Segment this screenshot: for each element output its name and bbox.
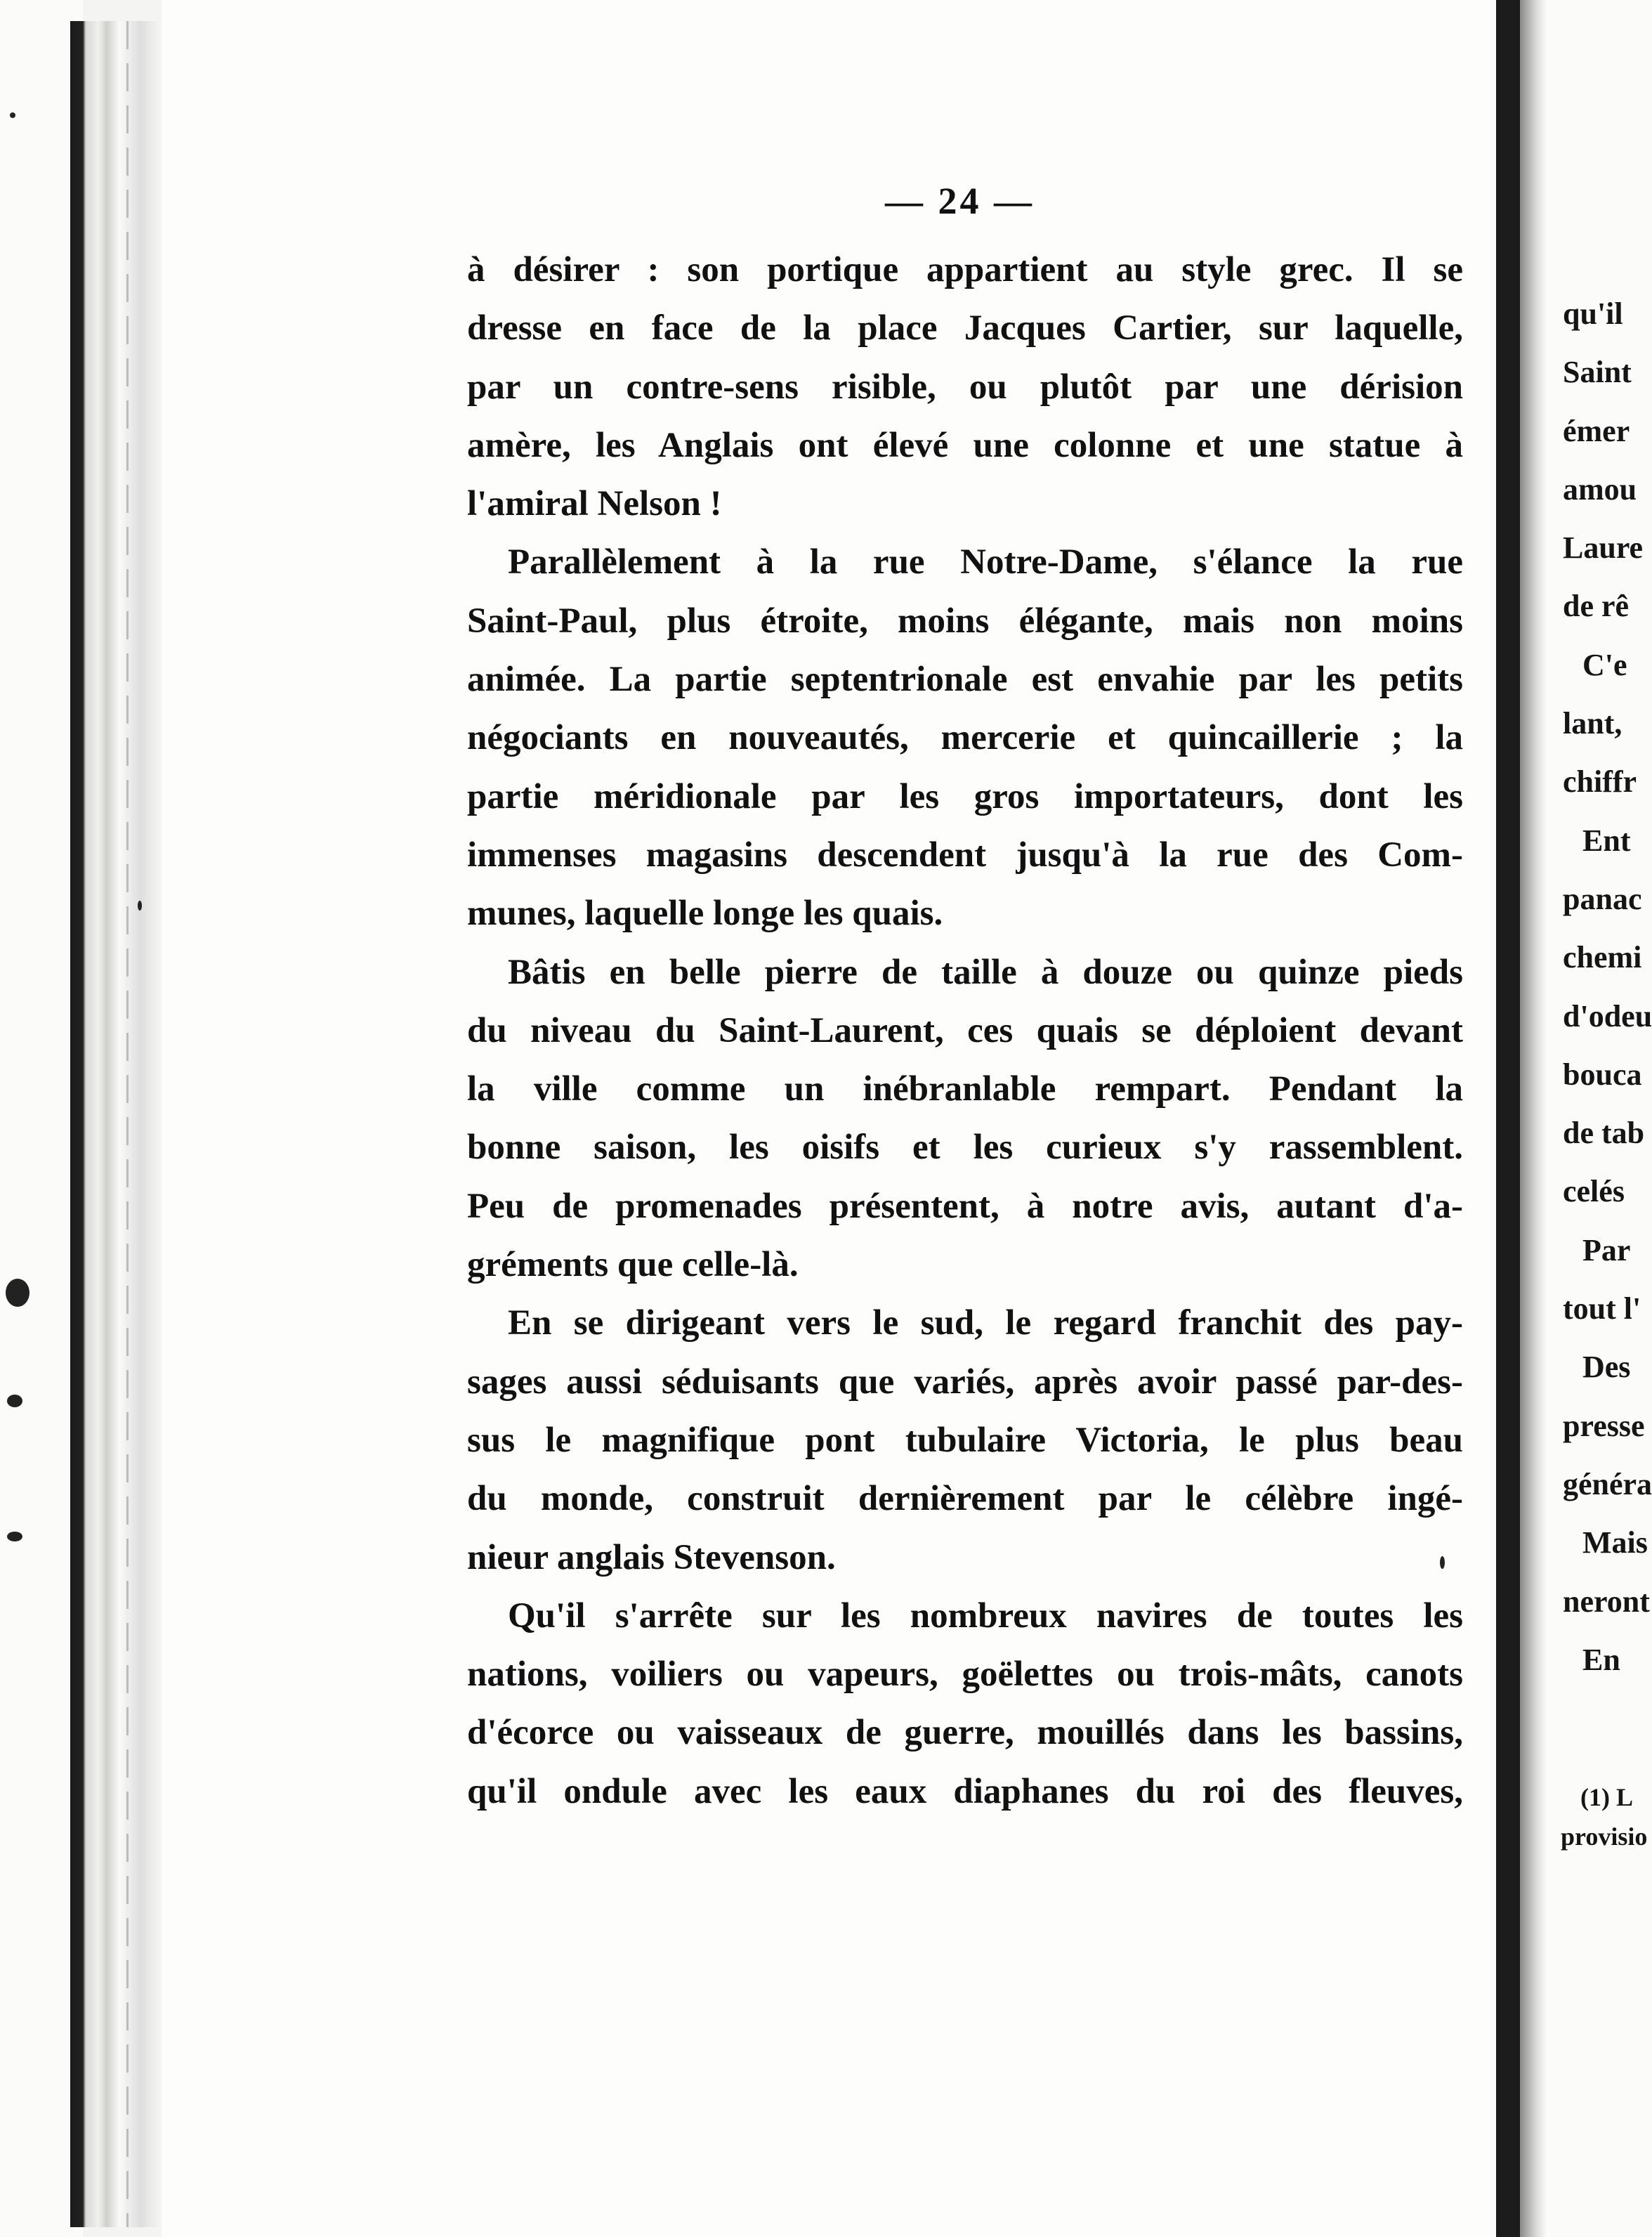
right-page-line: bouca <box>1563 1057 1642 1092</box>
right-page-fold-shadow <box>1520 0 1547 2237</box>
text-line: Parallèlement à la rue Notre-Dame, s'élance la rue <box>508 542 1463 582</box>
right-page-line: qu'il <box>1563 296 1623 331</box>
scan-speck <box>7 1532 22 1541</box>
right-page-line: lant, <box>1563 706 1622 741</box>
text-line: Saint-Paul, plus étroite, moins élégante, mais non moins <box>467 601 1463 641</box>
right-page-line: celés <box>1563 1174 1625 1209</box>
right-page-line: En <box>1582 1642 1620 1677</box>
text-line: Peu de promenades présentent, à notre avis, autant d'a- <box>467 1186 1463 1226</box>
scan-speck <box>7 1395 22 1407</box>
text-line: En se dirigeant vers le sud, le regard franchit des pay- <box>508 1303 1463 1343</box>
right-page-line: C'e <box>1582 647 1627 682</box>
text-line: immenses magasins descendent jusqu'à la rue des Com- <box>467 835 1463 875</box>
right-page-line: Saint <box>1563 355 1632 390</box>
text-line: Bâtis en belle pierre de taille à douze ou quinze pieds <box>508 952 1463 992</box>
scan-speck <box>6 1279 29 1307</box>
right-page-line: presse <box>1563 1408 1645 1443</box>
text-line: gréments que celle-là. <box>467 1245 799 1285</box>
right-page-line: d'odeu <box>1563 998 1652 1033</box>
text-line: amère, les Anglais ont élevé une colonne et une statue à <box>467 425 1463 465</box>
text-line: sus le magnifique pont tubulaire Victoria, le plus beau <box>467 1420 1463 1460</box>
right-page-line: panac <box>1563 881 1642 916</box>
text-line: animée. La partie septentrionale est envahie par les petits <box>467 660 1463 700</box>
text-line: la ville comme un inébranlable rempart. Pendant la <box>467 1069 1463 1109</box>
right-page-line: amou <box>1563 471 1637 507</box>
right-page-line: de rê <box>1563 589 1630 624</box>
right-page-footnote-line: provisio <box>1561 1822 1648 1851</box>
right-page-line: tout l' <box>1563 1291 1641 1326</box>
text-line: bonne saison, les oisifs et les curieux s'y rassemblent. <box>467 1128 1463 1168</box>
text-line: Qu'il s'arrête sur les nombreux navires de toutes les <box>508 1596 1463 1636</box>
right-page-line: Des <box>1582 1350 1631 1385</box>
text-line: du niveau du Saint-Laurent, ces quais se déploient devant <box>467 1010 1463 1050</box>
right-page-line: chemi <box>1563 940 1642 975</box>
right-page-line: Mais <box>1582 1525 1648 1560</box>
right-page-line: Par <box>1582 1232 1631 1267</box>
text-line: du monde, construit dernièrement par le célèbre ingé- <box>467 1479 1463 1519</box>
text-line: nieur anglais Stevenson. <box>467 1537 836 1577</box>
text-line: partie méridionale par les gros importateurs, dont les <box>467 776 1463 816</box>
right-page-line: neront <box>1563 1584 1650 1619</box>
text-line: qu'il ondule avec les eaux diaphanes du roi des fleuves, <box>467 1771 1463 1811</box>
text-line: négociants en nouveautés, mercerie et quincaillerie ; la <box>467 718 1463 758</box>
text-line: l'amiral Nelson ! <box>467 484 722 524</box>
body-text <box>467 241 1463 1821</box>
right-page-footnote <box>1561 1778 1652 1856</box>
text-line: dresse en face de la place Jacques Cartier, sur laquelle, <box>467 308 1463 348</box>
right-page-line: Ent <box>1582 823 1631 858</box>
text-line: nations, voiliers ou vapeurs, goëlettes ou trois-mâts, canots <box>467 1655 1463 1695</box>
text-line: munes, laquelle longe les quais. <box>467 894 943 934</box>
text-line: d'écorce ou vaisseaux de guerre, mouillés dans les bassins, <box>467 1713 1463 1753</box>
right-page-line: de tab <box>1563 1116 1645 1151</box>
right-page-line: Laure <box>1563 530 1644 566</box>
right-page-line: chiffr <box>1563 764 1637 800</box>
right-page-text <box>1563 285 1652 1689</box>
right-page-line: émer <box>1563 413 1630 448</box>
scan-speck <box>10 112 15 118</box>
scan-speck <box>138 901 142 911</box>
right-page-line: généra <box>1563 1466 1652 1501</box>
right-page-footnote-line: (1) L <box>1580 1783 1633 1811</box>
scan-speck <box>1440 1556 1445 1569</box>
text-line: à désirer : son portique appartient au style grec. Il se <box>467 250 1463 289</box>
text-line: sages aussi séduisants que variés, après avoir passé par-des- <box>467 1362 1463 1402</box>
page-number: — 24 — <box>885 180 1035 222</box>
text-line: par un contre-sens risible, ou plutôt par une dérision <box>467 367 1463 407</box>
